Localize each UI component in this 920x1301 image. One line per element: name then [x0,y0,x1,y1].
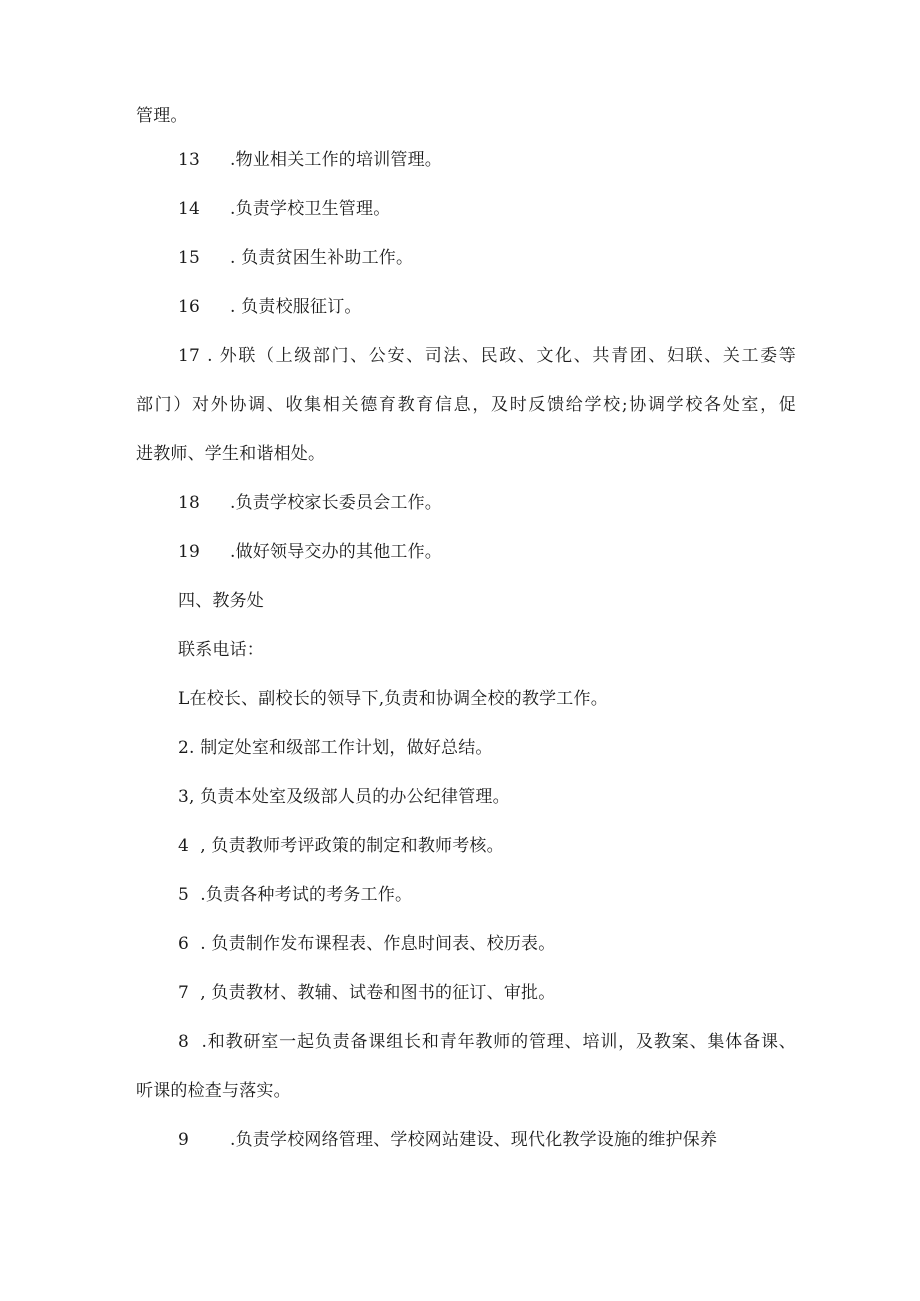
item-text: . 负责校服征订。 [230,297,362,317]
item-text: .负责学校家长委员会工作。 [230,493,443,513]
duty-item-2: 2. 制定处室和级部工作计划，做好总结。 [178,738,493,758]
item-number: 18 [178,493,201,513]
duty-item-9 [178,1128,717,1152]
item-number: 19 [178,542,201,562]
duty-item-6: 6 . 负责制作发布课程表、作息时间表、校历表。 [178,934,556,954]
item-text: .负责学校网络管理、学校网站建设、现代化教学设施的维护保养 [230,1130,718,1150]
item-number: 9 [178,1130,190,1150]
list-item-16 [178,295,362,319]
item-number: 13 [178,150,201,170]
duty-item-8-line-2: 听课的检查与落实。 [136,1081,291,1101]
duty-item-3: 3, 负责本处室及级部人员的办公纪律管理。 [178,787,510,807]
duty-item-5: 5 .负责各种考试的考务工作。 [178,885,413,905]
item-number: 16 [178,297,201,317]
text-line-continuation: 管理。 [136,106,188,126]
list-item-13 [178,148,442,172]
list-item-18 [178,491,442,515]
item-text: . 负责贫困生补助工作。 [230,248,414,268]
list-item-14 [178,197,390,221]
item-text: .负责学校卫生管理。 [230,199,391,219]
duty-item-1: L在校长、副校长的领导下,负责和协调全校的教学工作。 [178,689,608,709]
item-text: .做好领导交办的其他工作。 [230,542,443,562]
list-item-17-line-2: 部门）对外协调、收集相关德育教育信息，及时反馈给学校;协调学校各处室，促 [136,395,796,415]
list-item-17-line-3: 进教师、学生和谐相处。 [136,444,326,464]
section-heading-academic-affairs: 四、教务处 [178,591,264,611]
duty-item-7: 7 , 负责教材、教辅、试卷和图书的征订、审批。 [178,983,556,1003]
contact-phone-label: 联系电话： [178,640,264,660]
duty-item-8-line-1: 8 .和教研室一起负责备课组长和青年教师的管理、培训，及教案、集体备课、 [178,1032,796,1052]
item-text: .物业相关工作的培训管理。 [230,150,443,170]
list-item-15 [178,246,413,270]
list-item-17-line-1: 17 . 外联（上级部门、公安、司法、民政、文化、共青团、妇联、关工委等 [178,346,796,366]
duty-item-4: 4 , 负责教师考评政策的制定和教师考核。 [178,836,504,856]
list-item-19 [178,540,442,564]
item-number: 14 [178,199,201,219]
item-number: 15 [178,248,201,268]
